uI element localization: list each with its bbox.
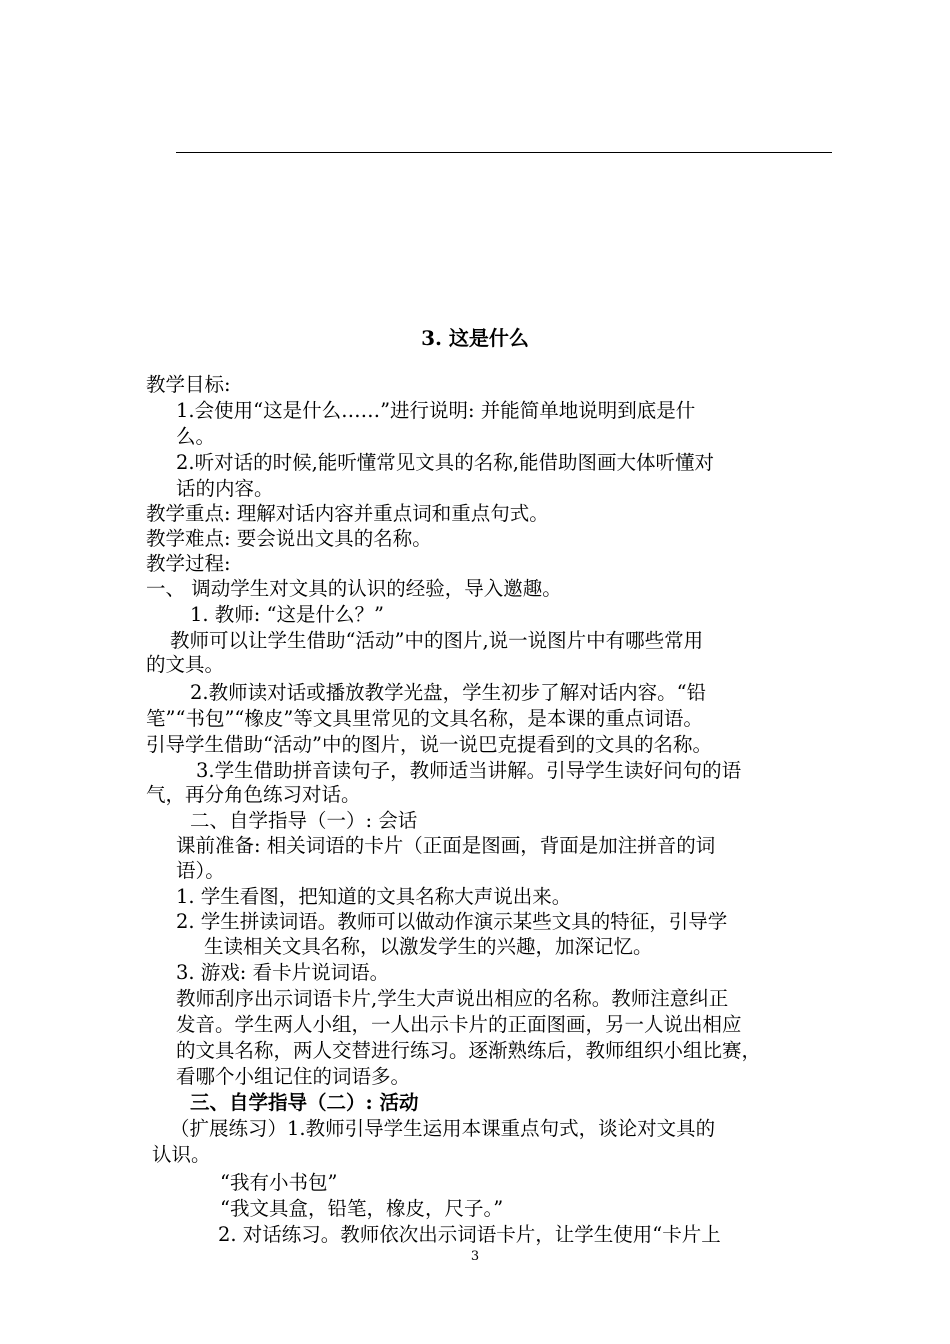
text-line: “我文具盒，铅笔，橡皮，尺子。” xyxy=(220,1197,504,1220)
text-line: 话的内容。 xyxy=(176,477,274,500)
text-line: 1.会使用“这是什么……”进行说明: 并能简单地说明到底是什 xyxy=(176,399,696,422)
text-line: 教学难点: 要会说出文具的名称。 xyxy=(146,527,432,550)
text-line: 课前准备: 相关词语的卡片（正面是图画，背面是加注拼音的词 xyxy=(176,834,716,857)
section-heading: 三、自学指导（二）: 活动 xyxy=(190,1091,419,1114)
text-line: 教学目标: xyxy=(146,373,231,396)
text-line: 认识。 xyxy=(152,1143,211,1166)
page-number: 3 xyxy=(470,1249,480,1264)
text-line: 2.听对话的时候,能听懂常见文具的名称,能借助图画大体听懂对 xyxy=(176,451,715,474)
text-line: “我有小书包” xyxy=(220,1171,338,1194)
text-line: 2. 对话练习。教师依次出示词语卡片，让学生使用“卡片上 xyxy=(218,1223,721,1246)
text-line: 教学重点: 理解对话内容并重点词和重点句式。 xyxy=(146,502,549,525)
text-line: 二、自学指导（一）: 会话 xyxy=(190,809,418,832)
text-line: 2.教师读对话或播放教学光盘，学生初步了解对话内容。“铅 xyxy=(190,681,707,704)
text-line: 3. 游戏: 看卡片说词语。 xyxy=(176,961,390,984)
text-line: 么。 xyxy=(176,425,216,448)
text-line: 1. 学生看图，把知道的文具名称大声说出来。 xyxy=(176,885,572,908)
text-line: 的文具。 xyxy=(146,653,225,676)
text-line: 气，再分角色练习对话。 xyxy=(146,783,361,806)
text-line: 生读相关文具名称，以激发学生的兴趣，加深记忆。 xyxy=(204,935,653,958)
text-line: 的文具名称，两人交替进行练习。逐渐熟练后，教师组织小组比赛， xyxy=(176,1039,762,1062)
text-line: 语）。 xyxy=(176,859,225,882)
text-line: （扩展练习）1.教师引导学生运用本课重点句式，谈论对文具的 xyxy=(170,1117,716,1140)
text-line: 发音。学生两人小组，一人出示卡片的正面图画，另一人说出相应 xyxy=(176,1013,742,1036)
lesson-title: 3. 这是什么 xyxy=(421,326,529,350)
text-line: 笔”“书包”“橡皮”等文具里常见的文具名称，是本课的重点词语。 xyxy=(146,707,703,730)
text-line: 1. 教师: “这是什么？” xyxy=(190,603,385,626)
text-line: 教师可以让学生借助“活动”中的图片,说一说图片中有哪些常用 xyxy=(170,629,704,652)
header-rule xyxy=(176,152,832,153)
text-line: 看哪个小组记住的词语多。 xyxy=(176,1065,411,1088)
text-line: 2. 学生拼读词语。教师可以做动作演示某些文具的特征，引导学 xyxy=(176,910,728,933)
text-line: 教师刮序出示词语卡片,学生大声说出相应的名称。教师注意纠正 xyxy=(176,987,729,1010)
text-line: 一、 调动学生对文具的认识的经验，导入邀趣。 xyxy=(146,577,562,600)
text-line: 教学过程: xyxy=(146,552,231,575)
text-line: 3.学生借助拼音读句子，教师适当讲解。引导学生读好问句的语 xyxy=(196,759,742,782)
text-line: 引导学生借助“活动”中的图片，说一说巴克提看到的文具的名称。 xyxy=(146,733,712,756)
